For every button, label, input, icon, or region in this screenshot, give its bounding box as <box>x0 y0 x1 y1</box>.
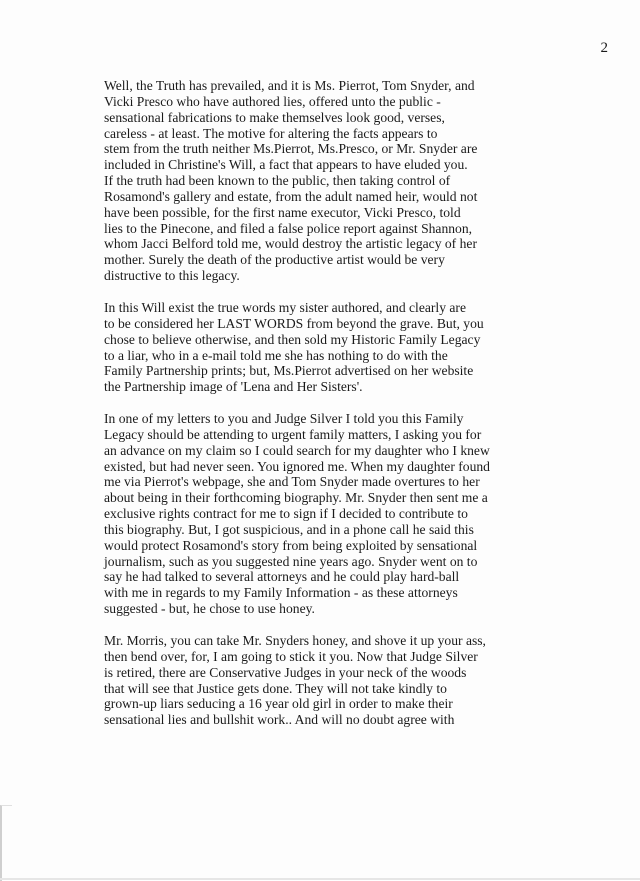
text-line: Family Partnership prints; but, Ms.Pierrot advertised on her website <box>104 363 474 379</box>
text-line: Rosamond's gallery and estate, from the adult named heir, would not <box>104 188 478 204</box>
text-line: suggested - but, he chose to use honey. <box>104 601 315 617</box>
text-line: Mr. Morris, you can take Mr. Snyders honey, and shove it up your ass, <box>104 633 486 648</box>
text-line: In one of my letters to you and Judge Silver I told you this Family <box>104 411 464 427</box>
text-line: included in Christine's Will, a fact that appears to have eluded you. <box>104 157 468 173</box>
text-line: have been possible, for the first name executor, Vicki Presco, told <box>104 204 461 220</box>
text-line: exclusive rights contract for me to sign if I decided to contribute to <box>104 506 468 522</box>
text-line: Well, the Truth has prevailed, and it is Ms. Pierrot, Tom Snyder, and <box>104 78 475 93</box>
text-line: about being in their forthcoming biography. Mr. Snyder then sent me a <box>104 490 488 506</box>
text-line: then bend over, for, I am going to stick it you. Now that Judge Silver <box>104 648 478 664</box>
page-number: 2 <box>600 40 608 56</box>
text-line: sensational lies and bullshit work.. And will no doubt agree with <box>104 712 455 728</box>
text-line: journalism, such as you suggested nine years ago. Snyder went on to <box>104 553 478 569</box>
text-line: say he had talked to several attorneys and he could play hard-ball <box>104 569 460 585</box>
text-line: lies to the Pinecone, and filed a false police report against Shannon, <box>104 220 473 236</box>
text-line: to be considered her LAST WORDS from beyond the grave. But, you <box>104 315 484 331</box>
text-line: the Partnership image of 'Lena and Her Sisters'. <box>104 379 363 395</box>
text-line: would protect Rosamond's story from being exploited by sensational <box>104 537 478 553</box>
text-line: sensational fabrications to make themselves look good, verses, <box>104 109 445 125</box>
text-line: an advance on my claim so I could search for my daughter who I knew <box>104 442 490 458</box>
text-line: chose to believe otherwise, and then sold my Historic Family Legacy <box>104 331 481 347</box>
text-line: existed, but had never seen. You ignored me. When my daughter found <box>104 458 490 474</box>
text-line: me via Pierrot's webpage, she and Tom Snyder made overtures to her <box>104 474 480 490</box>
text-line: that will see that Justice gets done. They will not take kindly to <box>104 680 447 696</box>
scan-edge-mark <box>0 805 12 881</box>
text-line: If the truth had been known to the public, then taking control of <box>104 173 451 189</box>
text-line: In this Will exist the true words my sister authored, and clearly are <box>104 299 466 315</box>
text-line: grown-up liars seducing a 16 year old girl in order to make their <box>104 696 453 712</box>
letter-body <box>104 78 584 728</box>
text-line: distructive to this legacy. <box>104 268 240 284</box>
paragraph-4 <box>104 633 584 728</box>
text-line: is retired, there are Conservative Judges in your neck of the woods <box>104 664 467 680</box>
text-line: stem from the truth neither Ms.Pierrot, Ms.Presco, or Mr. Snyder are <box>104 141 478 157</box>
text-line: careless - at least. The motive for altering the facts appears to <box>104 125 438 141</box>
text-line: Vicki Presco who have authored lies, offered unto the public - <box>104 93 441 109</box>
text-line: to a liar, who in a e-mail told me she has nothing to do with the <box>104 347 448 363</box>
text-line: mother. Surely the death of the productive artist would be very <box>104 252 445 268</box>
paragraph-1 <box>104 78 584 284</box>
text-line: Legacy should be attending to urgent family matters, I asking you for <box>104 426 482 442</box>
text-line: with me in regards to my Family Information - as these attorneys <box>104 585 458 601</box>
text-line: this biography. But, I got suspicious, and in a phone call he said this <box>104 521 474 537</box>
paragraph-2 <box>104 300 584 395</box>
paragraph-3 <box>104 411 584 617</box>
text-line: whom Jacci Belford told me, would destroy the artistic legacy of her <box>104 236 477 252</box>
